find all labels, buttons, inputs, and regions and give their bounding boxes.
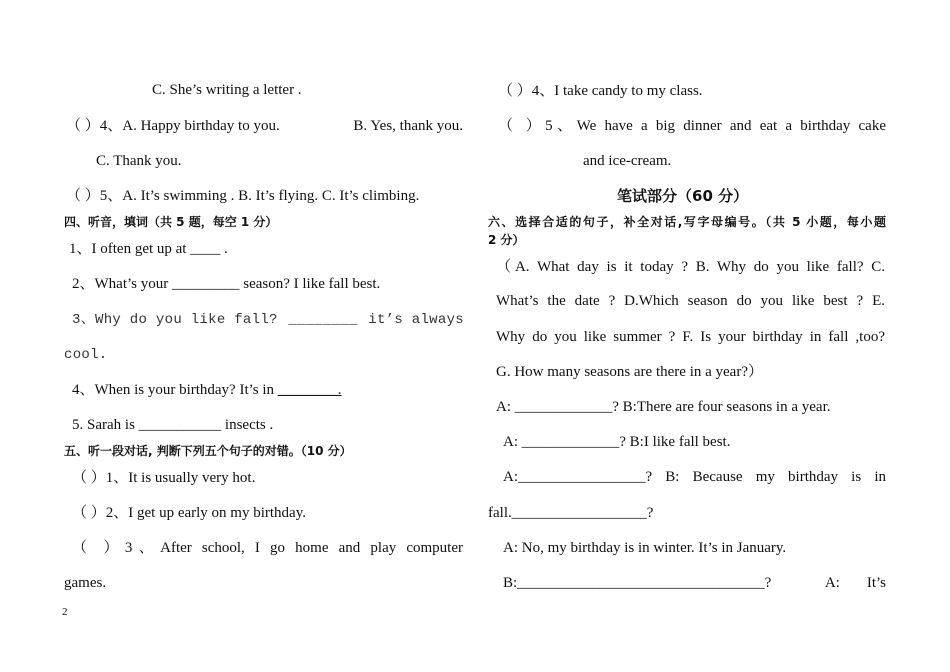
- judge-item-4: （ ）4、I take candy to my class.: [498, 83, 703, 99]
- dialogue-line-2: A: _____________? B:I like fall best.: [503, 434, 731, 450]
- options-line-2: What’s the date ? D.Which season do you like best ? E.: [496, 293, 885, 309]
- dialogue-line-6-a-wrap: [825, 573, 886, 593]
- section-4-heading: 四、听音，填词（共 5 题，每空 1 分）: [64, 215, 278, 229]
- written-part-title: 笔试部分（60 分）: [617, 187, 749, 205]
- options-line-4: G. How many seasons are there in a year?）: [496, 364, 763, 380]
- dialogue-line-6: [503, 573, 886, 593]
- fill-item-4-blank: ________.: [277, 382, 342, 398]
- listen-item-4: [66, 116, 463, 136]
- fill-item-3-blank: ________: [288, 312, 358, 328]
- options-line-1: （A. What day is it today ? B. Why do you like fall? C.: [496, 259, 885, 275]
- listen-item-4-c: C. Thank you.: [96, 153, 182, 169]
- fill-item-3: [72, 310, 464, 330]
- dialogue-line-6-its: It’s: [866, 575, 886, 591]
- fill-item-3-cont: cool.: [64, 347, 108, 363]
- fill-item-3-answer: it’s always: [368, 312, 464, 328]
- page-number: 2: [62, 606, 68, 618]
- dialogue-line-5: A: No, my birthday is in winter. It’s in January.: [503, 540, 787, 556]
- listen-item-5: （ ）5、A. It’s swimming . B. It’s flying. C. It’s climbing.: [66, 188, 420, 204]
- fill-item-3-question: 3、Why do you like fall?: [72, 312, 278, 328]
- judge-item-1: （ ）1、It is usually very hot.: [72, 470, 256, 486]
- judge-item-5: （ ）5、We have a big dinner and eat a birthday cake: [498, 118, 886, 134]
- dialogue-line-6-a: A:: [824, 575, 840, 591]
- judge-item-3: （ ）3、After school, I go home and play computer: [72, 540, 463, 556]
- section-5-heading: 五、听一段对话, 判断下列五个句子的对错。（10 分）: [64, 444, 352, 458]
- judge-item-2: （ ）2、I get up early on my birthday.: [72, 505, 306, 521]
- fill-item-4: [72, 380, 342, 400]
- dialogue-line-6-b: B:_________________________________?: [503, 575, 772, 591]
- dialogue-line-4: fall.__________________?: [488, 505, 654, 521]
- listen-item-4-a: （ ）4、A. Happy birthday to you.: [66, 118, 280, 134]
- option-c-writing-letter: C. She’s writing a letter .: [152, 82, 302, 98]
- judge-item-3-cont: games.: [64, 575, 107, 591]
- fill-item-2: 2、What’s your _________ season? I like fall best.: [72, 276, 381, 292]
- fill-item-5: 5. Sarah is ___________ insects .: [72, 417, 274, 433]
- dialogue-line-3: A:_________________? B: Because my birthday is in: [503, 469, 886, 485]
- listen-item-4-b: B. Yes, thank you.: [353, 118, 463, 134]
- judge-item-5-cont: and ice-cream.: [583, 153, 672, 169]
- options-line-3: Why do you like summer ? F. Is your birthday in fall ,too?: [496, 329, 885, 345]
- dialogue-line-1: A: _____________? B:There are four seasons in a year.: [496, 399, 831, 415]
- section-6-heading: 六、选择合适的句子，补全对话,写字母编号。（共 5 小题，每小题: [488, 215, 886, 229]
- section-6-heading-cont: 2 分）: [488, 233, 525, 247]
- fill-item-1: 1、I often get up at ____ .: [69, 241, 228, 257]
- fill-item-4-text: 4、When is your birthday? It’s in: [72, 382, 278, 398]
